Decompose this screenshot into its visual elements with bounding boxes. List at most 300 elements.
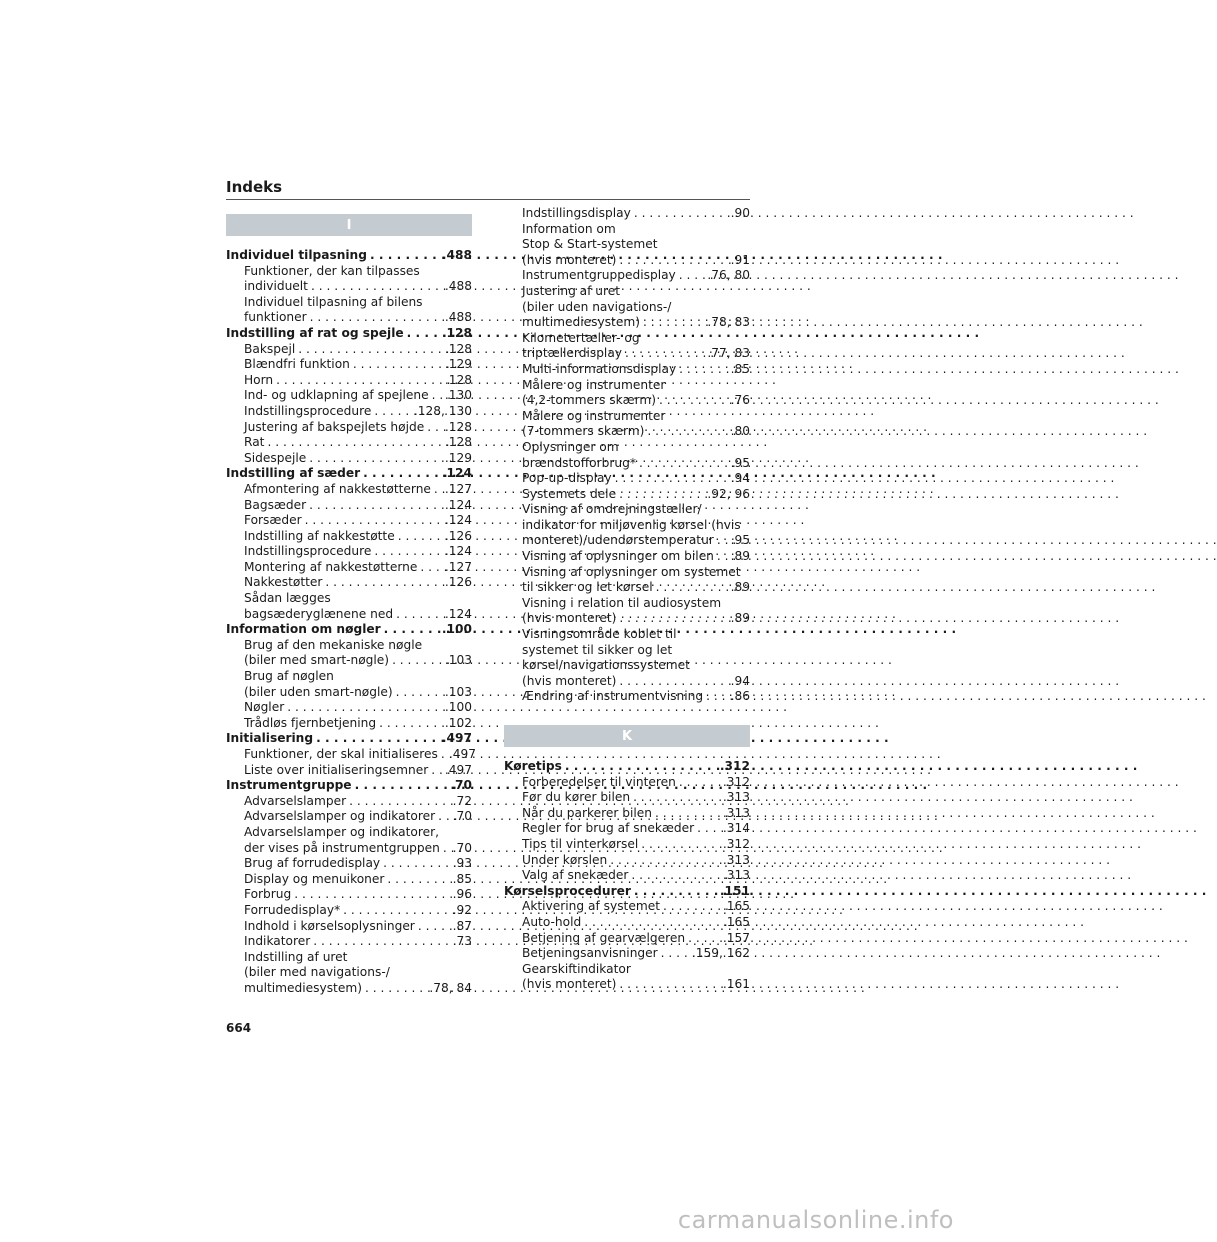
entry-text: Sådan lægges xyxy=(244,591,331,606)
page-reference: .86 xyxy=(730,689,750,704)
entry-text: Rat xyxy=(244,435,265,450)
entry-text: Advarselslamper xyxy=(244,793,347,808)
entry-text: Kørselsprocedurer xyxy=(504,883,631,898)
index-main-entry xyxy=(226,778,472,794)
index-sub-entry xyxy=(226,856,472,872)
index-sub-entry xyxy=(504,284,750,300)
dot-leader xyxy=(415,919,451,935)
entry-text: Afmontering af nakkestøtterne xyxy=(244,481,431,496)
page-reference: .87 xyxy=(452,918,472,933)
page-reference: .100 xyxy=(444,700,472,715)
index-sub-entry xyxy=(226,560,472,576)
index-sub-entry xyxy=(226,529,472,545)
entry-text: Visning i relation til audiosystem xyxy=(522,595,722,610)
page-reference: .73 xyxy=(452,934,472,949)
index-sub-entry xyxy=(504,518,750,534)
entry-text: Information om xyxy=(522,221,616,236)
dot-leader xyxy=(264,435,442,451)
dot-leader xyxy=(404,326,440,342)
dot-leader xyxy=(428,763,443,779)
entry-text: Information om nøgler xyxy=(226,622,381,637)
page-reference: .161 xyxy=(722,977,750,992)
page-reference: .78, 83 xyxy=(707,315,750,330)
index-sub-entry xyxy=(504,565,750,581)
index-sub-entry xyxy=(226,887,472,903)
entry-text: Pop-up-display xyxy=(522,471,612,486)
entry-text: Målere og instrumenter xyxy=(522,408,666,423)
entry-text: brændstofforbrug* xyxy=(522,455,636,470)
dot-leader xyxy=(381,622,440,638)
entry-text: multimediesystem) xyxy=(522,315,640,330)
index-sub-entry xyxy=(226,435,472,451)
entry-text: Ændring af instrumentvisning xyxy=(522,689,704,704)
entry-text: Individuel tilpasning xyxy=(226,248,367,262)
entry-text: Display og menuikoner xyxy=(244,871,385,886)
entry-text: Justering af bakspejlets højde xyxy=(244,419,425,434)
index-sub-entry xyxy=(504,674,750,690)
page-reference: .126 xyxy=(444,575,472,590)
dot-leader xyxy=(630,790,721,806)
dot-leader xyxy=(352,778,449,794)
index-sub-entry xyxy=(504,300,750,316)
entry-text: Indstilling af uret xyxy=(244,949,348,964)
index-main-entry xyxy=(226,466,472,482)
entry-text: Instrumentgruppedisplay xyxy=(522,268,676,283)
entry-text: Betjening af gearvælgeren xyxy=(522,930,686,945)
index-sub-entry xyxy=(226,544,472,560)
page-reference: .497 xyxy=(441,731,472,746)
entry-text: Målere og instrumenter xyxy=(522,377,666,392)
page-reference: .127 xyxy=(444,559,472,574)
page-reference: .127 xyxy=(444,481,472,496)
dot-leader xyxy=(376,716,443,732)
index-sub-entry xyxy=(504,549,750,565)
page-header-title: Indeks xyxy=(226,178,283,196)
dot-leader xyxy=(393,607,443,623)
entry-text: Køretips xyxy=(504,759,562,773)
dot-leader xyxy=(616,611,728,627)
index-sub-entry xyxy=(504,790,750,806)
dot-leader xyxy=(429,388,443,404)
entry-text: Montering af nakkestøtterne xyxy=(244,559,418,574)
entry-text: Nakkestøtter xyxy=(244,575,323,590)
index-sub-entry xyxy=(504,915,750,931)
index-sub-entry xyxy=(226,685,472,701)
page-reference: .70 xyxy=(450,778,472,793)
entry-text: Brug af den mekaniske nøgle xyxy=(244,637,423,652)
index-sub-entry xyxy=(226,482,472,498)
dot-leader xyxy=(308,279,443,295)
entry-text: Under kørslen xyxy=(522,852,608,867)
entry-text: (biler uden navigations-/ xyxy=(522,299,672,314)
page-reference: .488 xyxy=(444,279,472,294)
entry-text: Advarselslamper og indikatorer xyxy=(244,809,436,824)
entry-text: Indstillingsprocedure xyxy=(244,544,372,559)
entry-text: Multi-informationsdisplay xyxy=(522,361,677,376)
dot-leader xyxy=(424,420,443,436)
index-sub-entry xyxy=(504,821,750,837)
page-reference: .96 xyxy=(452,887,472,902)
page-reference: .488 xyxy=(441,248,472,262)
index-entry-list xyxy=(504,206,750,705)
index-sub-entry xyxy=(226,451,472,467)
page-reference: .126 xyxy=(444,528,472,543)
page-reference: .85 xyxy=(730,361,750,376)
page-reference: .124 xyxy=(444,606,472,621)
page-reference: .313 xyxy=(722,868,750,883)
entry-text: individuelt xyxy=(244,279,308,294)
page-reference: .103 xyxy=(444,684,472,699)
index-sub-entry xyxy=(504,346,750,362)
dot-leader xyxy=(685,931,721,947)
dot-leader xyxy=(616,253,728,269)
page-reference: .89 xyxy=(730,611,750,626)
dot-leader xyxy=(676,362,728,378)
dot-leader xyxy=(622,346,705,362)
entry-text: Forbrug xyxy=(244,887,292,902)
section-letter: I xyxy=(346,217,352,233)
dot-leader xyxy=(322,575,442,591)
index-sub-entry xyxy=(226,638,472,654)
dot-leader xyxy=(371,404,411,420)
page-reference: .76, 80 xyxy=(707,268,750,283)
dot-leader xyxy=(306,498,443,514)
index-sub-entry xyxy=(504,868,750,884)
index-sub-entry xyxy=(226,794,472,810)
entry-text: Visning af omdrejningstæller/ xyxy=(522,502,702,517)
entry-text: Funktioner, der kan tilpasses xyxy=(244,263,420,278)
dot-leader xyxy=(389,653,443,669)
entry-text: Valg af snekæder xyxy=(522,868,629,883)
index-sub-entry xyxy=(504,456,750,472)
entry-text: Visning af oplysninger om bilen xyxy=(522,549,714,564)
entry-text: Regler for brug af snekæder xyxy=(522,821,695,836)
index-main-entry xyxy=(226,248,472,264)
entry-text: (7-tommers skærm) xyxy=(522,424,645,439)
entry-text: Brug af forrudedisplay xyxy=(244,856,381,871)
entry-text: Visningsområde koblet til xyxy=(522,627,677,642)
entry-text: kørsel/navigationssystemet xyxy=(522,658,690,673)
page-reference: .94 xyxy=(730,673,750,688)
index-sub-entry xyxy=(226,513,472,529)
dot-leader xyxy=(676,268,706,284)
dot-leader xyxy=(581,915,721,931)
page-reference: .128 xyxy=(444,341,472,356)
dot-leader xyxy=(644,424,728,440)
dot-leader xyxy=(284,700,443,716)
entry-text: triptællerdisplay xyxy=(522,346,622,361)
page-reference: .70 xyxy=(452,809,472,824)
dot-leader xyxy=(636,456,729,472)
entry-text: Forrudedisplay* xyxy=(244,902,341,917)
index-column-right xyxy=(504,206,750,993)
index-sub-entry xyxy=(226,295,472,311)
dot-leader xyxy=(313,731,440,747)
page-reference: .70 xyxy=(452,840,472,855)
dot-leader xyxy=(360,466,440,482)
page-reference: .100 xyxy=(441,622,472,637)
entry-text: Indikatorer xyxy=(244,934,311,949)
page-reference: .90 xyxy=(730,206,750,220)
dot-leader xyxy=(340,903,450,919)
index-main-entry xyxy=(504,884,750,900)
index-sub-entry xyxy=(504,315,750,331)
dot-leader xyxy=(417,560,442,576)
index-main-entry xyxy=(226,731,472,747)
index-entry-list xyxy=(504,759,750,993)
index-entry-list xyxy=(226,248,476,997)
page-reference: .151 xyxy=(719,883,750,898)
index-sub-entry xyxy=(504,331,750,347)
entry-text: der vises på instrumentgruppen xyxy=(244,840,440,855)
entry-text: Kilometertæller- og xyxy=(522,330,640,345)
entry-text: funktioner xyxy=(244,310,307,325)
entry-text: Funktioner, der skal initialiseres xyxy=(244,747,438,761)
page-reference: .124 xyxy=(444,544,472,559)
page-reference: .85 xyxy=(452,871,472,886)
index-sub-entry xyxy=(226,607,472,623)
index-sub-entry xyxy=(226,575,472,591)
dot-leader xyxy=(652,806,721,822)
index-sub-entry xyxy=(226,591,472,607)
dot-leader xyxy=(302,513,443,529)
entry-text: Betjeningsanvisninger xyxy=(522,946,658,961)
index-sub-entry xyxy=(504,206,750,222)
dot-leader xyxy=(310,934,450,950)
entry-text: (hvis monteret) xyxy=(522,611,617,626)
entry-text: Individuel tilpasning af bilens xyxy=(244,294,423,309)
page-reference: .92 xyxy=(452,902,472,917)
dot-leader xyxy=(395,529,443,545)
index-sub-entry xyxy=(226,841,472,857)
entry-text: (biler uden smart-nøgle) xyxy=(244,684,393,699)
entry-text: (biler med smart-nøgle) xyxy=(244,653,390,668)
dot-leader xyxy=(440,841,451,857)
entry-text: Aktivering af systemet xyxy=(522,899,660,914)
index-sub-entry xyxy=(504,487,750,503)
index-sub-entry xyxy=(226,264,472,280)
dot-leader xyxy=(703,689,729,705)
index-sub-entry xyxy=(504,471,750,487)
dot-leader xyxy=(362,981,427,997)
entry-text: Indstilling af nakkestøtte xyxy=(244,528,395,543)
page-reference: .80 xyxy=(730,424,750,439)
dot-leader xyxy=(431,482,443,498)
index-sub-entry xyxy=(504,775,750,791)
entry-text: indikator for miljøvenlig kørsel (hvis xyxy=(522,517,741,532)
index-sub-entry xyxy=(504,378,750,394)
index-sub-entry xyxy=(504,977,750,993)
index-sub-entry xyxy=(226,310,472,326)
index-sub-entry xyxy=(504,440,750,456)
dot-leader xyxy=(616,487,705,503)
index-sub-entry xyxy=(504,253,750,269)
index-sub-entry xyxy=(504,658,750,674)
section-letter: K xyxy=(621,728,633,744)
dot-leader xyxy=(638,837,721,853)
index-sub-entry xyxy=(504,222,750,238)
dot-leader xyxy=(295,342,443,358)
entry-text: Justering af uret xyxy=(522,283,621,298)
entry-text: Gearskiftindikator xyxy=(522,961,631,976)
index-sub-entry xyxy=(504,409,750,425)
index-sub-entry xyxy=(504,899,750,915)
entry-text: Advarselslamper og indikatorer, xyxy=(244,824,439,839)
index-sub-entry xyxy=(504,931,750,947)
page-reference: .76 xyxy=(730,393,750,408)
index-sub-entry xyxy=(226,763,472,779)
entry-text: Systemets dele xyxy=(522,486,617,501)
entry-text: Stop & Start-systemet xyxy=(522,237,658,252)
dot-leader xyxy=(367,248,440,264)
page-reference: .77, 83 xyxy=(707,346,750,361)
page-reference: .89 xyxy=(730,549,750,564)
index-sub-entry xyxy=(226,872,472,888)
index-sub-entry xyxy=(226,388,472,404)
page-reference: .312 xyxy=(722,836,750,851)
index-column-left xyxy=(226,214,476,997)
index-main-entry xyxy=(226,326,472,342)
entry-text: Indhold i kørselsoplysninger xyxy=(244,918,415,933)
index-sub-entry xyxy=(226,700,472,716)
entry-text: systemet til sikker og let xyxy=(522,642,673,657)
dot-leader xyxy=(714,533,729,549)
entry-text: Nøgler xyxy=(244,700,285,715)
entry-text: Auto-hold xyxy=(522,914,582,929)
page-reference: .93 xyxy=(452,856,472,871)
index-sub-entry xyxy=(226,747,476,763)
index-sub-entry xyxy=(504,502,750,518)
page-reference: .130 xyxy=(444,388,472,403)
page-reference: .497 xyxy=(448,747,476,761)
page-reference: .95 xyxy=(730,533,750,548)
entry-text: Indstilling af rat og spejle xyxy=(226,325,404,340)
entry-text: monteret)/udendørstemperatur xyxy=(522,533,714,548)
letter-section-i-band xyxy=(226,214,472,236)
entry-text: Indstilling af sæder xyxy=(226,466,361,481)
index-sub-entry xyxy=(504,611,750,627)
page-reference: .313 xyxy=(722,852,750,867)
page-reference: .128 xyxy=(444,435,472,450)
page-reference: .313 xyxy=(722,805,750,820)
page-reference: .94 xyxy=(730,471,750,486)
header-divider xyxy=(226,199,750,200)
index-sub-entry xyxy=(226,669,472,685)
entry-text: (hvis monteret) xyxy=(522,673,617,688)
dot-leader xyxy=(306,451,443,467)
dot-leader xyxy=(658,946,690,962)
page-reference: .128 xyxy=(444,372,472,387)
page-reference: .314 xyxy=(722,821,750,836)
dot-leader xyxy=(307,310,443,326)
index-sub-entry xyxy=(226,357,472,373)
index-sub-entry xyxy=(226,919,472,935)
index-sub-entry xyxy=(226,965,472,981)
dot-leader xyxy=(435,809,451,825)
page-reference: .129 xyxy=(444,357,472,372)
page-reference: .128, 130 xyxy=(413,403,472,418)
page-reference: .72 xyxy=(452,793,472,808)
entry-text: multimediesystem) xyxy=(244,980,362,995)
dot-leader xyxy=(660,899,721,915)
page-reference: .128 xyxy=(441,325,472,340)
entry-text: Instrumentgruppe xyxy=(226,778,352,793)
entry-text: Blændfri funktion xyxy=(244,357,350,372)
dot-leader xyxy=(694,821,721,837)
page-reference: .102 xyxy=(444,715,472,730)
entry-text: Visning af oplysninger om systemet xyxy=(522,564,741,579)
index-sub-entry xyxy=(226,404,472,420)
page-reference: .312 xyxy=(722,774,750,789)
entry-text: Bagsæder xyxy=(244,497,307,512)
index-sub-entry xyxy=(504,946,750,962)
entry-text: (hvis monteret) xyxy=(522,252,617,267)
index-main-entry xyxy=(504,759,750,775)
entry-text: Oplysninger om xyxy=(522,439,619,454)
dot-leader xyxy=(640,315,705,331)
index-sub-entry xyxy=(504,806,750,822)
entry-text: Tips til vinterkørsel xyxy=(522,836,639,851)
dot-leader xyxy=(631,884,718,900)
entry-text: Sidespejle xyxy=(244,450,307,465)
dot-leader xyxy=(616,977,720,993)
page-reference: .89 xyxy=(730,580,750,595)
entry-text: Før du kører bilen xyxy=(522,790,631,805)
page-reference: .312 xyxy=(719,759,750,773)
page-reference: .488 xyxy=(444,310,472,325)
index-sub-entry xyxy=(226,716,472,732)
page-reference: .157 xyxy=(722,930,750,945)
page-reference: .129 xyxy=(444,450,472,465)
dot-leader xyxy=(291,887,450,903)
page-reference: .128 xyxy=(444,419,472,434)
entry-text: Horn xyxy=(244,372,274,387)
index-sub-entry xyxy=(504,424,750,440)
index-main-entry xyxy=(226,622,472,638)
dot-leader xyxy=(350,357,443,373)
entry-text: (4,2-tommers skærm) xyxy=(522,393,657,408)
index-sub-entry xyxy=(504,643,750,659)
index-sub-entry xyxy=(226,825,472,841)
dot-leader xyxy=(656,393,729,409)
page-reference: .165 xyxy=(722,899,750,914)
letter-section-k-band xyxy=(504,725,750,747)
dot-leader xyxy=(346,794,451,810)
page-reference: .124 xyxy=(441,466,472,481)
page-reference: .95 xyxy=(730,455,750,470)
entry-text: Indstillingsdisplay xyxy=(522,206,631,220)
index-sub-entry xyxy=(226,950,472,966)
entry-text: Bakspejl xyxy=(244,341,296,356)
dot-leader xyxy=(714,549,729,565)
page-reference: .91 xyxy=(730,252,750,267)
dot-leader xyxy=(562,759,718,775)
page-reference: .313 xyxy=(722,790,750,805)
index-sub-entry xyxy=(226,653,472,669)
dot-leader xyxy=(384,872,450,888)
index-sub-entry xyxy=(504,689,750,705)
entry-text: bagsæderyglænene ned xyxy=(244,606,394,621)
index-sub-entry xyxy=(504,853,750,869)
index-sub-entry xyxy=(504,237,750,253)
index-sub-entry xyxy=(504,837,750,853)
entry-text: Ind- og udklapning af spejlene xyxy=(244,388,429,403)
index-sub-entry xyxy=(226,420,472,436)
index-sub-entry xyxy=(504,627,750,643)
index-sub-entry xyxy=(504,268,750,284)
entry-text: (hvis monteret) xyxy=(522,977,617,992)
page-reference: .165 xyxy=(722,914,750,929)
